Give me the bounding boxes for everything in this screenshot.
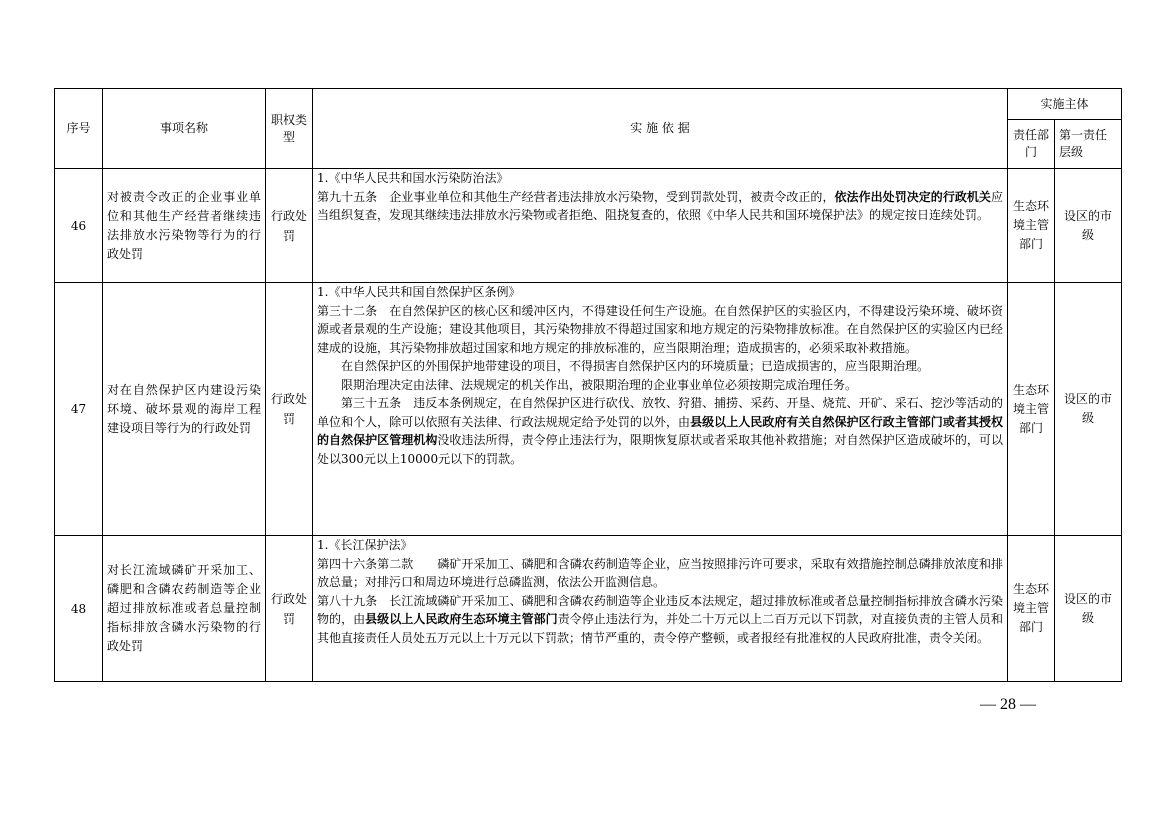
table-row — [55, 536, 1122, 682]
authority-type: 行政处罚 — [266, 536, 313, 682]
responsibility-level: 设区的市级 — [1055, 283, 1122, 536]
row-number: 47 — [55, 283, 103, 536]
responsible-department: 生态环境主管部门 — [1008, 169, 1055, 283]
table-row — [55, 283, 1122, 536]
implementation-basis — [313, 283, 1008, 536]
header-basis: 实 施 依 据 — [313, 89, 1008, 169]
item-name: 对在自然保护区内建设污染环境、破坏景观的海岸工程建设项目等行为的行政处罚 — [103, 283, 266, 536]
responsible-authority-bold: 县级以上人民政府生态环境主管部门 — [365, 612, 558, 626]
responsible-department: 生态环境主管部门 — [1008, 283, 1055, 536]
authority-type: 行政处罚 — [266, 169, 313, 283]
article-text: 第三十二条 在自然保护区的核心区和缓冲区内，不得建设任何生产设施。在自然保护区的实验区内，不得建设污染环境、破坏资源或者景观的生产设施；建设其他项目，其污染物排放不得超过国家和地方规定的污染物排放标准。在自然保护区的实验区内已经建成的设施，其污染物排放超过国家和地方规定的排放标准的，应当限期治理；造成损害的，必须采取补救措施。 — [317, 303, 1003, 355]
authority-type: 行政处罚 — [266, 283, 313, 536]
header-item-name: 事项名称 — [103, 89, 266, 169]
item-name: 对被责令改正的企业事业单位和其他生产经营者继续违法排放水污染物等行为的行政处罚 — [103, 169, 266, 283]
responsible-authority-bold: 依法作出处罚决定的行政机关 — [834, 189, 991, 204]
article-text: 第九十五条 企业事业单位和其他生产经营者违法排放水污染物，受到罚款处罚，被责令改正的，依法作出处罚决定的行政机关应当组织复查，发现其继续违法排放水污染物或者拒绝、阻挠复查的，依照《中华人民共和国环境保护法》的规定按日连续处罚。 — [317, 189, 1003, 222]
header-subject: 实施主体 — [1008, 89, 1122, 120]
row-number: 46 — [55, 169, 103, 283]
law-title: 1.《中华人民共和国自然保护区条例》 — [317, 285, 521, 299]
responsibility-level: 设区的市级 — [1055, 169, 1122, 283]
header-no: 序号 — [55, 89, 103, 169]
article-text: 限期治理决定由法律、法规规定的机关作出，被限期治理的企业事业单位必须按期完成治理任务。 — [341, 377, 858, 392]
header-authority-type: 职权类型 — [266, 89, 313, 169]
article-text: 在自然保护区的外围保护地带建设的项目，不得损害自然保护区内的环境质量；已造成损害的，应当限期治理。 — [341, 359, 930, 373]
header-level: 第一责任层级 — [1055, 120, 1122, 169]
item-name: 对长江流域磷矿开采加工、磷肥和含磷农药制造等企业超过排放标准或者总量控制指标排放含磷水污染物的行政处罚 — [103, 536, 266, 682]
header-department: 责任部门 — [1008, 120, 1055, 169]
row-number: 48 — [55, 536, 103, 682]
responsible-department: 生态环境主管部门 — [1008, 536, 1055, 682]
law-title: 1.《中华人民共和国水污染防治法》 — [317, 171, 509, 185]
article-text: 第四十六条第二款 磷矿开采加工、磷肥和含磷农药制造等企业，应当按照排污许可要求，采取有效措施控制总磷排放浓度和排放总量；对排污口和周边环境进行总磷监测，依法公开监测信息。 — [317, 556, 1003, 589]
enforcement-table — [54, 88, 1122, 682]
article-text: 第八十九条 长江流域磷矿开采加工、磷肥和含磷农药制造等企业违反本法规定，超过排放标准或者总量控制指标排放含磷水污染物的，由县级以上人民政府生态环境主管部门责令停止违法行为，并处二十万元以上二百万元以下罚款，对直接负责的主管人员和其他直接责任人员处五万元以上十万元以下罚款；情节严重的，责令停产整顿，或者报经有批准权的人民政府批准，责令关闭。 — [317, 593, 1003, 645]
implementation-basis — [313, 169, 1008, 283]
responsible-authority-bold: 县级以上人民政府有关自然保护区行政主管部门或者其授权的自然保护区管理机构 — [317, 414, 1003, 447]
table-row — [55, 169, 1122, 283]
page-number: — 28 — — [980, 696, 1036, 713]
responsibility-level: 设区的市级 — [1055, 536, 1122, 682]
implementation-basis — [313, 536, 1008, 682]
law-title: 1.《长江保护法》 — [317, 538, 413, 552]
article-text: 第三十五条 违反本条例规定，在自然保护区进行砍伐、放牧、狩猎、捕捞、采药、开垦、烧荒、开矿、采石、挖沙等活动的单位和个人，除可以依照有关法律、行政法规规定给予处罚的以外，由县级以上人民政府有关自然保护区行政主管部门或者其授权的自然保护区管理机构没收违法所得，责令停止违法行为，限期恢复原状或者采取其他补救措施；对自然保护区造成破坏的，可以处以300元以上10000元以下的罚款。 — [317, 396, 1003, 466]
